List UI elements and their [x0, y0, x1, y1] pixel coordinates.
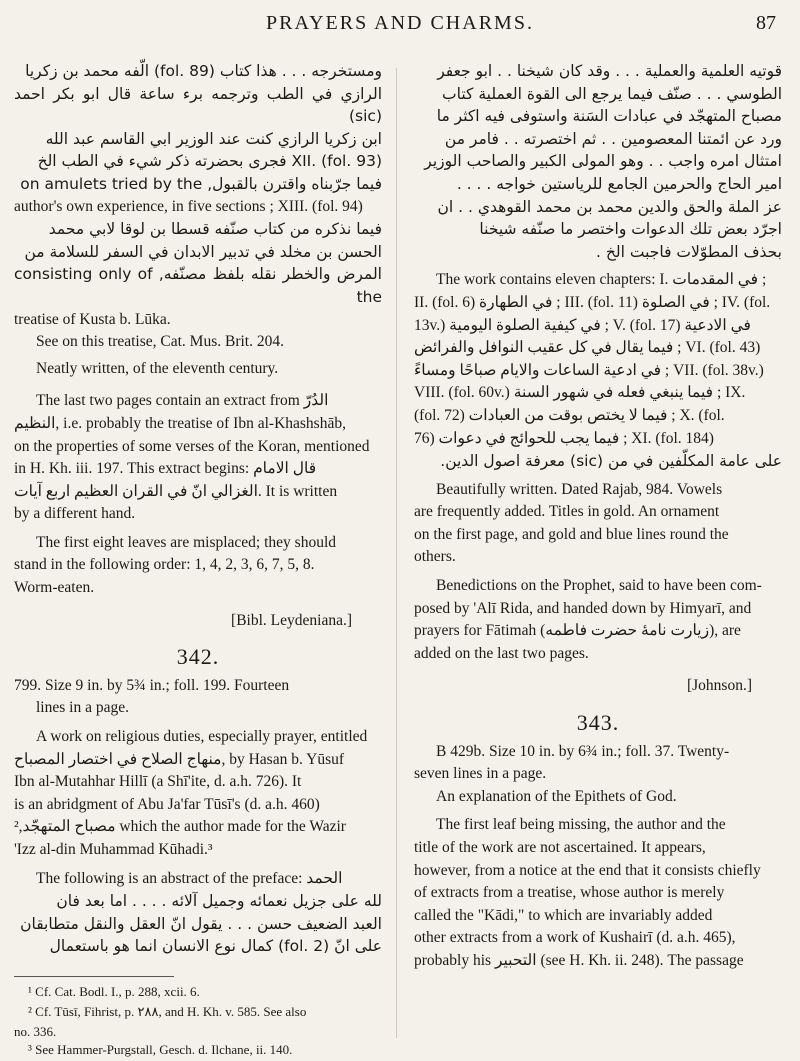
- script-paragraph: Neatly written, of the eleventh century.: [36, 359, 279, 377]
- text-line: however, from a notice at the end that it consists chiefly: [414, 861, 761, 879]
- text-line: عز الملة والحق والدين محمد بن محمد القوهدي . . ان: [437, 197, 782, 216]
- text-line: مصباح المتهجّد,² which the author made for the Wazir: [14, 818, 346, 836]
- text-line: قوتيه العلمية والعملية . . . وقد كان شيخنا . . ابو جعفر: [437, 62, 782, 80]
- text-line: ومستخرجه . . . هذا كتاب (fol. 89) الّفه محمد بن زكريا: [25, 62, 382, 80]
- preface-continued: [414, 60, 782, 263]
- text-line: VIII. (fol. 60v.) فيما ينبغي فعله في شهور السنة ; IX.: [414, 384, 746, 402]
- text-line: لله على جزيل نعمائه وجميل آلائه . . . . اما بعد فان: [56, 892, 382, 911]
- text-line: Ibn al-Mutahhar Hillī (a Shī'ite, d. a.h. 726). It: [14, 773, 302, 791]
- footnote: ³ See Hammer-Purgstall, Gesch. d. Ilchane, ii. 140.: [28, 1041, 293, 1057]
- text-line: Worm-eaten.: [14, 579, 95, 597]
- text-line: على انّ (fol. 2) كمال نوع الانسان انما هو باستعمال: [49, 937, 382, 956]
- text-line: 799. Size 9 in. by 5¾ in.; foll. 199. Fourteen: [14, 676, 290, 694]
- text-line: B 429b. Size 10 in. by 6¾ in.; foll. 37. Twenty-: [436, 742, 730, 760]
- text-line: 76) فيما يجب للحوائج في دعوات ; XI. (fol. 184): [414, 429, 714, 447]
- text-line: في ادعية الساعات والايام صباحًا ومساءً ; VII. (fol. 38v.): [414, 361, 764, 379]
- text-line: مصباح المتهجّد في عبادات السَنة واستوفى فيه اكثر ما: [436, 107, 782, 126]
- text-line: posed by 'Alī Rida, and handed down by Himyarī, and: [414, 599, 752, 617]
- text-line: stand in the following order: 1, 4, 2, 3, 6, 7, 5, 8.: [14, 556, 315, 574]
- text-line: A work on religious duties, especially prayer, entitled: [36, 728, 368, 746]
- text-line: الرازي في الطب وترجمه برء ساعة قال ابو بكر احمد (sic): [14, 84, 382, 126]
- text-line: probably his التحبير (see H. Kh. ii. 248). The passage: [414, 951, 744, 969]
- leaves-paragraph: [14, 532, 382, 600]
- text-line: الغزالي انّ في القران العظيم اربع آيات. It is written: [14, 482, 338, 500]
- right-column: [414, 60, 782, 973]
- entry-number: 343.: [576, 710, 620, 736]
- text-line: called the "Kādi," to which are invariably added: [414, 906, 713, 924]
- benedictions-paragraph: [414, 575, 782, 665]
- page-number: 87: [756, 12, 776, 34]
- footnote: no. 336.: [14, 1023, 57, 1039]
- text-line: اجرّد بعض تلك الدعوات واختصر ما صنّفه شيخنا: [479, 220, 782, 239]
- text-line: الحسن بن مخلد في تدبير الابدان في السفر للسلامة من: [24, 242, 382, 261]
- text-line: on the first page, and gold and blue lines round the: [414, 525, 729, 543]
- text-line: others.: [414, 548, 456, 566]
- left-column: [14, 60, 382, 1061]
- text-line: بحذف المطوّلات فاجبت الخ .: [596, 242, 782, 261]
- page-header: [0, 12, 800, 52]
- script-paragraph: [414, 479, 782, 569]
- work-paragraph: [14, 726, 382, 862]
- text-line: An explanation of the Epithets of God.: [436, 787, 677, 805]
- text-line: added on the last two pages.: [414, 644, 589, 662]
- text-line: on the properties of some verses of the Koran, mentioned: [14, 437, 370, 455]
- text-line: by a different hand.: [14, 505, 136, 523]
- text-line: The first eight leaves are misplaced; they should: [36, 533, 337, 551]
- text-line: The last two pages contain an extract from الدُرّ: [36, 392, 329, 410]
- bibliographic-source: [Johnson.]: [686, 677, 752, 695]
- text-line: الطوسي . . . صنّف فيما يرجع الى القوة العملية كتاب: [442, 84, 782, 103]
- entry-number: 342.: [176, 644, 220, 670]
- running-head: PRAYERS AND CHARMS.: [266, 12, 534, 34]
- text-line: امتثال امره واجب . . وهو المولى الكبير والصاحب الوزير: [424, 152, 782, 171]
- text-line: The following is an abstract of the preface: الحمد: [36, 869, 343, 887]
- extract-paragraph: [14, 390, 382, 526]
- text-line: The first leaf being missing, the author and the: [436, 816, 726, 834]
- text-line: title of the work are not ascertained. It appears,: [414, 839, 706, 856]
- text-line: منهاج الصلاح في اختصار المصباح, by Hasan b. Yūsuf: [14, 750, 345, 768]
- text-line: XII. (fol. 93) فجرى بحضرته ذكر شيء في الطب الخ: [37, 152, 382, 171]
- contents-paragraph: [14, 60, 382, 331]
- text-line: The work contains eleven chapters: I. في المقدمات ;: [436, 271, 767, 289]
- entry-description: [414, 741, 782, 809]
- text-line: 13v.) في كيفية الصلوة اليومية ; V. (fol. 17) في الادعية: [414, 316, 751, 334]
- text-line: seven lines in a page.: [414, 765, 547, 783]
- footnote: ¹ Cf. Cat. Bodl. I., p. 288, xcii. 6.: [28, 983, 200, 999]
- author-paragraph: [414, 814, 782, 972]
- text-line: ورد عن ائمتنا المعصومين . . ثم اختصرته . . فامر من: [444, 129, 782, 148]
- text-line: in H. Kh. iii. 197. This extract begins: قال الامام: [14, 460, 317, 478]
- text-line: treatise of Kusta b. Lūka.: [14, 310, 171, 328]
- text-line: II. (fol. 6) في الطهارة ; III. (fol. 11) في الصلوة ; IV. (fol.: [414, 293, 771, 311]
- text-line: are frequently added. Titles in gold. An ornament: [414, 503, 720, 521]
- text-line: is an abridgment of Abu Ja'far Tūsī's (d. a.h. 460): [14, 795, 320, 813]
- footnote-rule: [14, 976, 174, 977]
- column-divider: [396, 68, 397, 1038]
- text-line: author's own experience, in five sections ; XIII. (fol. 94): [14, 197, 363, 215]
- text-line: النظيم, i.e. probably the treatise of Ibn al-Khashshāb,: [14, 414, 346, 432]
- text-line: 'Izz al-din Muhammad Kūhadi.³: [14, 841, 213, 858]
- text-line: فيما نذكره من كتاب صنّفه قسطا بن لوقا لابي محمد: [48, 220, 382, 239]
- text-line: العبد الضعيف حسن . . . يقول انّ العقل والنقل متطابقان: [20, 914, 382, 933]
- text-line: فيما جرّبناه واقترن بالقبول, on amulets tried by the: [20, 174, 382, 193]
- text-line: other extracts from a work of Kushairī (d. a.h. 465),: [414, 929, 736, 947]
- text-line: Beautifully written. Dated Rajab, 984. Vowels: [436, 480, 723, 498]
- footnote: ² Cf. Tūsī, Fihrist, p. ٢٨٨, and H. Kh. v. 585. See also: [28, 1003, 307, 1019]
- text-line: (fol. 72) فيما لا يختص بوقت من العبادات ; X. (fol.: [414, 406, 725, 424]
- see-paragraph: See on this treatise, Cat. Mus. Brit. 204.: [36, 333, 284, 351]
- chapters-paragraph: [414, 269, 782, 472]
- footnotes: [14, 983, 382, 1059]
- text-line: امير الحاج والحرمين الجامع للرياستين خواجه . . . .: [456, 174, 782, 193]
- text-line: ابن زكريا الرازي كنت عند الوزير ابي القاسم عبد الله: [45, 129, 382, 148]
- text-line: lines in a page.: [36, 699, 129, 717]
- text-line: of extracts from a treatise, whose author is merely: [414, 884, 725, 902]
- text-line: prayers for Fātimah (زيارت نامهٔ حضرت فاطمه), are: [414, 622, 741, 640]
- text-line: Benedictions on the Prophet, said to have been com-: [436, 577, 762, 595]
- text-line: المرض والخطر نقله بلفظ مصنّفه, consisting only of the: [14, 265, 382, 306]
- bibliographic-source: [Bibl. Leydeniana.]: [231, 611, 352, 629]
- entry-description: [14, 675, 382, 720]
- preface-paragraph: [14, 868, 382, 958]
- text-line: على عامة المكلّفين في من (sic) معرفة اصول الدين.: [440, 452, 782, 471]
- text-line: فيما يقال في كل عقيب النوافل والفرائض ; VI. (fol. 43): [414, 339, 761, 357]
